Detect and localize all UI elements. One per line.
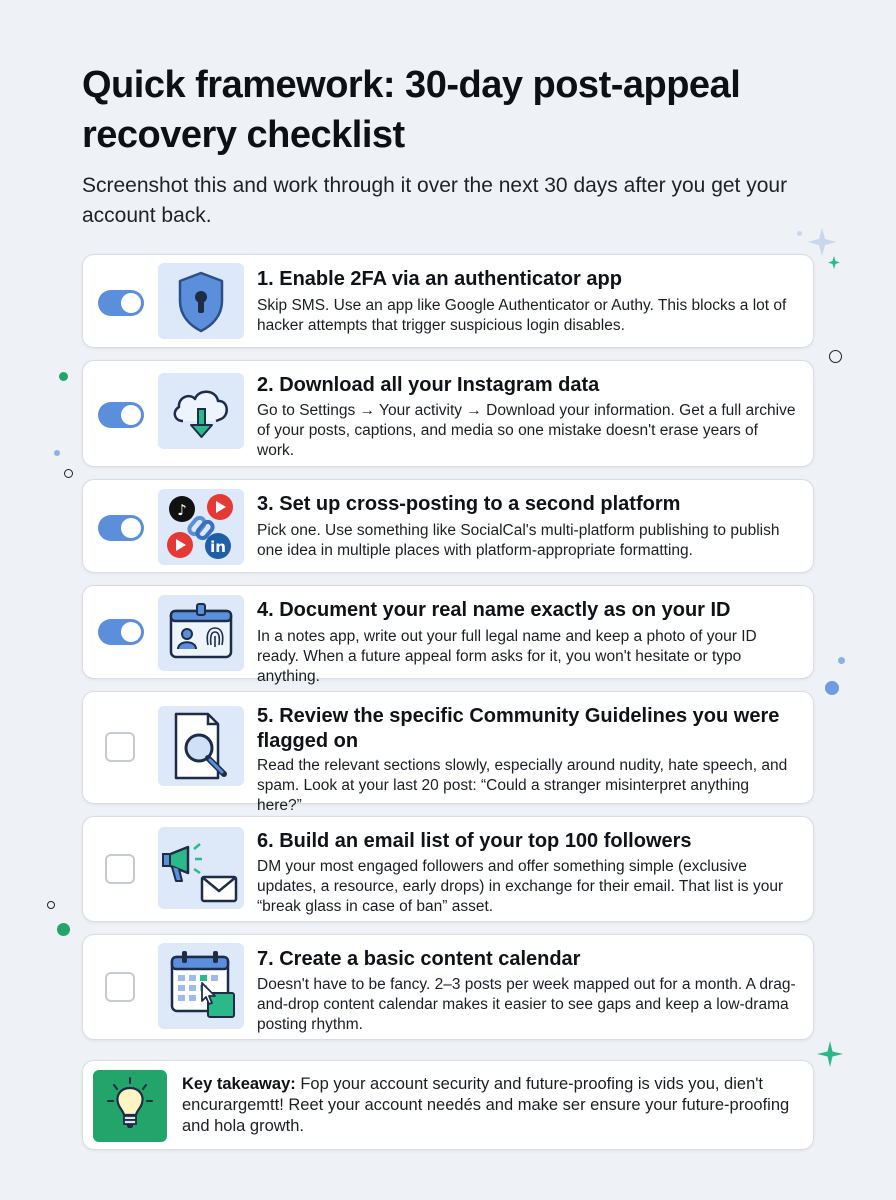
item-description: Skip SMS. Use an app like Google Authenticator or Authy. This blocks a lot of hacker attempts that trigger suspicious login disables. bbox=[257, 297, 787, 334]
document-search-icon bbox=[158, 706, 244, 786]
completion-checkbox[interactable] bbox=[105, 732, 135, 762]
checklist-item-3 bbox=[82, 479, 814, 573]
completion-checkbox[interactable] bbox=[105, 972, 135, 1002]
takeaway-label: Key takeaway: bbox=[182, 1075, 296, 1093]
lightbulb-icon bbox=[93, 1070, 167, 1142]
item-description: In a notes app, write out your full legal name and keep a photo of your ID ready. When a future appeal form asks for it, you won't hesitate or typo anything. bbox=[257, 628, 757, 685]
cloud-download-icon bbox=[158, 373, 244, 449]
item-title: 5. Review the specific Community Guidelines you were flagged on bbox=[257, 705, 780, 752]
checklist-item-1 bbox=[82, 254, 814, 348]
decor-ring bbox=[47, 901, 55, 909]
page-subtitle: Screenshot this and work through it over the next 30 days after you get your account back. bbox=[82, 174, 788, 227]
checklist-item-5 bbox=[82, 691, 814, 814]
sparkle-icon bbox=[815, 1039, 845, 1069]
decor-dot bbox=[838, 657, 845, 664]
checklist-item-6 bbox=[82, 816, 814, 922]
item-icon-tile bbox=[158, 706, 244, 786]
item-title: 1. Enable 2FA via an authenticator app bbox=[257, 268, 622, 290]
decor-dot bbox=[825, 681, 839, 695]
item-icon-tile bbox=[158, 943, 244, 1029]
item-description: Read the relevant sections slowly, especially around nudity, hate speech, and spam. Look at your last 20 post: “Could a stranger misinterpret anything here?” bbox=[257, 757, 788, 814]
decor-ring bbox=[829, 350, 842, 363]
item-title: 7. Create a basic content calendar bbox=[257, 948, 581, 970]
item-icon-tile bbox=[158, 827, 244, 909]
decor-dot bbox=[57, 923, 70, 936]
decor-dot bbox=[54, 450, 60, 456]
checklist-item-4 bbox=[82, 585, 814, 685]
svg-text:in: in bbox=[210, 538, 226, 556]
takeaway-body: Fop your account security and future-proofing is vids you, dien't encurargemtt! Reet your account needés and make ser ensure your future-proofing and hola growth. bbox=[182, 1075, 790, 1135]
item-title: 2. Download all your Instagram data bbox=[257, 374, 600, 396]
item-title: 4. Document your real name exactly as on your ID bbox=[257, 599, 731, 621]
decor-dot bbox=[797, 231, 802, 236]
decor-dot bbox=[59, 372, 68, 381]
item-description: Go to Settings → Your activity → Download your information. Get a full archive of your posts, captions, and media so one mistake doesn't erase years of work. bbox=[257, 402, 796, 459]
checklist-item-2 bbox=[82, 360, 814, 467]
takeaway-text-block bbox=[182, 1074, 795, 1137]
item-description: Pick one. Use something like SocialCal's multi-platform publishing to publish one idea in multiple places with platform-appropriate formatting. bbox=[257, 522, 780, 559]
key-takeaway-card bbox=[82, 1060, 814, 1150]
megaphone-mail-icon bbox=[158, 827, 244, 909]
decor-ring bbox=[64, 469, 73, 478]
item-title: 6. Build an email list of your top 100 followers bbox=[257, 830, 692, 852]
item-icon-tile bbox=[158, 263, 244, 339]
item-title: 3. Set up cross-posting to a second platform bbox=[257, 493, 681, 515]
item-icon-tile bbox=[158, 489, 244, 565]
takeaway-icon-tile bbox=[93, 1070, 167, 1142]
item-description: DM your most engaged followers and offer something simple (exclusive updates, a resource, early drops) in exchange for their email. That list is your “break glass in case of ban” asset. bbox=[257, 858, 784, 915]
item-icon-tile bbox=[158, 595, 244, 671]
item-description: Doesn't have to be fancy. 2–3 posts per week mapped out for a month. A drag-and-drop content calendar makes it easier to see gaps and keep a low-drama posting rhythm. bbox=[257, 976, 796, 1033]
completion-checkbox[interactable] bbox=[105, 854, 135, 884]
shield-lock-icon bbox=[158, 263, 244, 339]
item-icon-tile bbox=[158, 373, 244, 449]
completion-toggle[interactable] bbox=[98, 402, 144, 428]
page-title: Quick framework: 30-day post-appeal recovery checklist bbox=[82, 64, 741, 156]
checklist-item-7 bbox=[82, 934, 814, 1040]
completion-toggle[interactable] bbox=[98, 619, 144, 645]
completion-toggle[interactable] bbox=[98, 515, 144, 541]
id-card-icon bbox=[158, 595, 244, 671]
completion-toggle[interactable] bbox=[98, 290, 144, 316]
cross-post-platforms-icon bbox=[158, 489, 244, 565]
svg-text:♪: ♪ bbox=[177, 501, 187, 519]
calendar-cursor-icon bbox=[158, 943, 244, 1029]
